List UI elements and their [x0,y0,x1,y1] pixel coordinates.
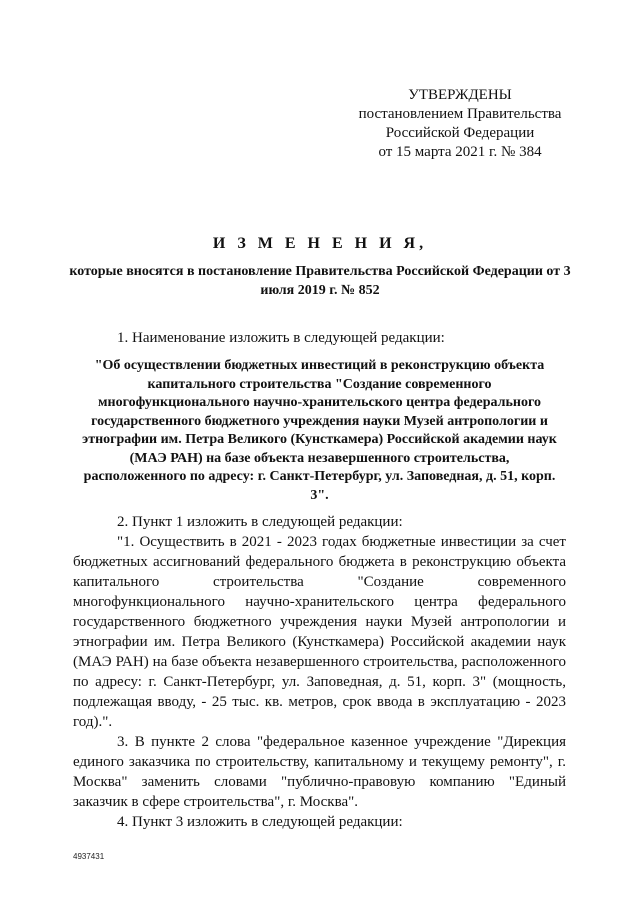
item-3-text: 3. В пункте 2 слова "федеральное казенное учреждение "Дирекция единого заказчика по строительству, капитальному и текущему ремонту", г. Москва" заменить словами "публично-правовую компанию "Единый заказчик в сфере строительства", г. Москва". [73,734,566,810]
document-code: 4937431 [73,852,105,861]
approval-line-2: Российской Федерации [385,125,535,141]
approval-stamp [340,86,580,162]
item-4-intro: 4. Пункт 3 изложить в следующей редакции: [117,814,403,830]
approval-heading: УТВЕРЖДЕНЫ [408,87,512,103]
document-body [73,328,566,832]
item-2-intro: 2. Пункт 1 изложить в следующей редакции: [117,514,403,530]
approval-line-1: постановлением Правительства [358,106,562,122]
item-1-quote: "Об осуществлении бюджетных инвестиций в реконструкцию объекта капитального строительства "Создание современного многофункционального научно-хранительского центра федерального государственного бюджетного учреждения науки Музей антропологии и этнографии им. Петра Великого (Кунсткамера) Российской академии наук (МАЭ РАН) на базе объекта незавершенного строительства, расположенного по адресу: г. Санкт-Петербург, ул. Заповедная, д. 51, корп. 3". [82,358,557,503]
approval-line-3: от 15 марта 2021 г. № 384 [378,144,542,160]
item-2-text: "1. Осуществить в 2021 - 2023 годах бюджетные инвестиции за счет бюджетных ассигнований федерального бюджета в реконструкцию объекта капитального строительства "Создание современного многофункционального научно-хранительского центра федерального государственного бюджетного учреждения науки Музей антропологии и этнографии им. Петра Великого (Кунсткамера) Российской академии наук (МАЭ РАН) на базе объекта незавершенного строительства, расположенного по адресу: г. Санкт-Петербург, ул. Заповедная, д. 51, корп. 3" (мощность, подлежащая вводу, - 25 тыс. кв. метров, срок ввода в эксплуатацию - 2023 год).". [73,534,566,730]
document-subtitle: которые вносятся в постановление Правительства Российской Федерации от 3 июля 2019 г. № 852 [69,264,571,298]
item-1-intro: 1. Наименование изложить в следующей редакции: [117,330,445,346]
document-title: И З М Е Н Е Н И Я, [212,235,428,252]
